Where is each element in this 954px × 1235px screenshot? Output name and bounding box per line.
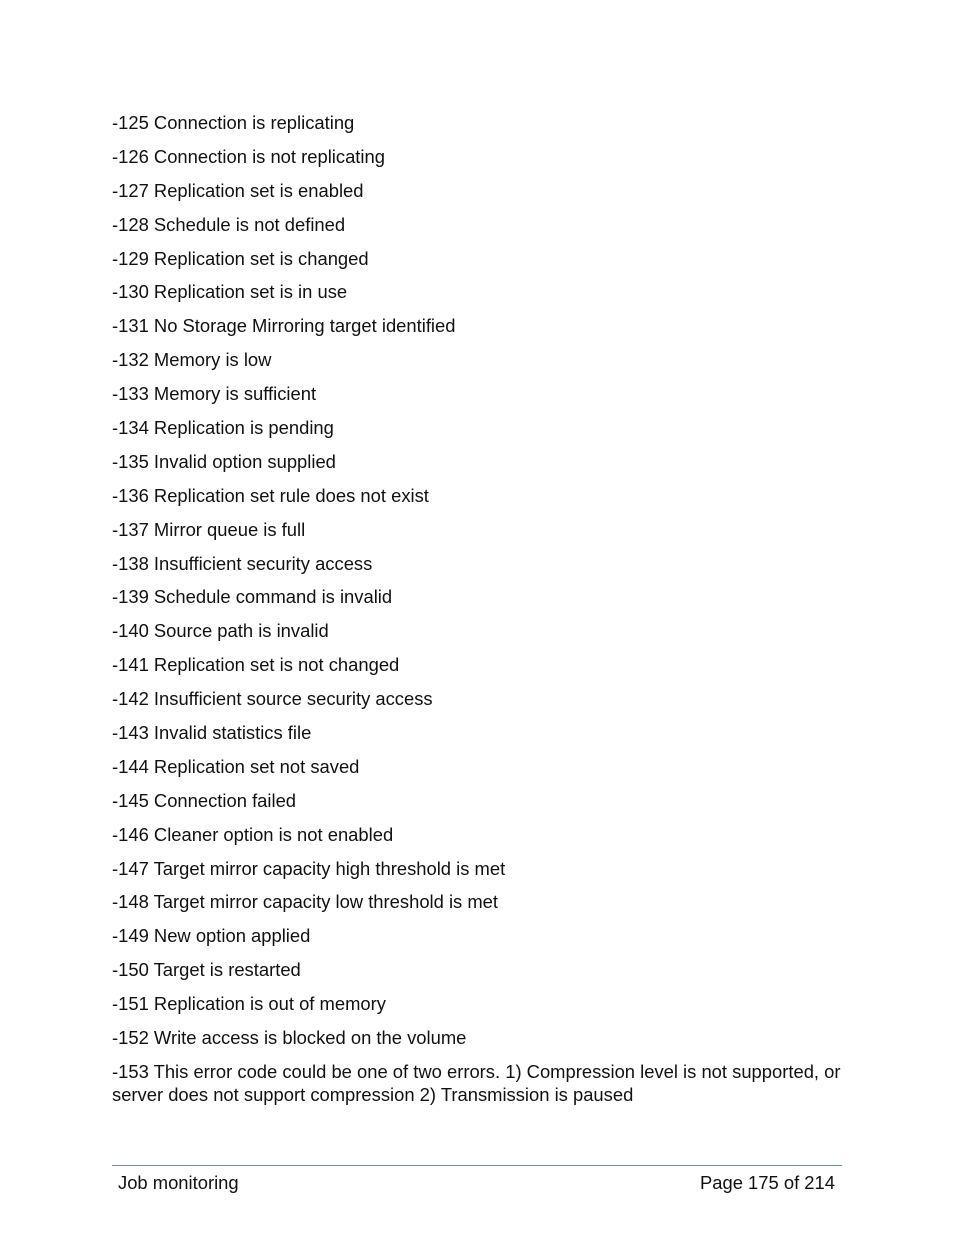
error-code-list <box>112 111 842 1117</box>
error-code-item: -151 Replication is out of memory <box>112 993 386 1015</box>
footer-section-title: Job monitoring <box>118 1172 239 1193</box>
error-code-item: -143 Invalid statistics file <box>112 722 312 744</box>
error-code-item: -144 Replication set not saved <box>112 755 360 777</box>
error-code-item: -135 Invalid option supplied <box>112 450 336 472</box>
error-code-item: -128 Schedule is not defined <box>112 213 346 235</box>
error-code-item: -141 Replication set is not changed <box>112 654 400 676</box>
error-code-item: -142 Insufficient source security access <box>112 688 433 710</box>
error-code-item: -148 Target mirror capacity low threshold is met <box>112 891 499 913</box>
error-code-item: -137 Mirror queue is full <box>112 518 306 540</box>
error-code-item: -133 Memory is sufficient <box>112 383 317 405</box>
error-code-item: -129 Replication set is changed <box>112 247 369 269</box>
error-code-item: -138 Insufficient security access <box>112 552 373 574</box>
error-code-item: -134 Replication is pending <box>112 417 334 439</box>
error-code-item: -125 Connection is replicating <box>112 112 355 133</box>
error-code-item: -150 Target is restarted <box>112 959 301 981</box>
error-code-item: -126 Connection is not replicating <box>112 145 385 167</box>
error-code-item: -131 No Storage Mirroring target identified <box>112 315 456 337</box>
error-code-item: -139 Schedule command is invalid <box>112 586 393 608</box>
footer-page-number: Page 175 of 214 <box>700 1172 835 1193</box>
error-code-item: -147 Target mirror capacity high threshold is met <box>112 857 506 879</box>
error-code-item: -136 Replication set rule does not exist <box>112 484 429 506</box>
error-code-item: -153 This error code could be one of two errors. 1) Compression level is not supported, or server does not support compression 2) Transmission is paused <box>112 1060 841 1105</box>
error-code-item: -132 Memory is low <box>112 349 272 371</box>
error-code-item: -130 Replication set is in use <box>112 281 348 303</box>
error-code-item: -140 Source path is invalid <box>112 620 329 642</box>
error-code-item: -152 Write access is blocked on the volume <box>112 1027 467 1049</box>
error-code-item: -149 New option applied <box>112 925 311 947</box>
error-code-item: -127 Replication set is enabled <box>112 179 364 201</box>
error-code-item: -146 Cleaner option is not enabled <box>112 823 394 845</box>
footer-divider <box>112 1165 842 1166</box>
error-code-item: -145 Connection failed <box>112 789 297 811</box>
